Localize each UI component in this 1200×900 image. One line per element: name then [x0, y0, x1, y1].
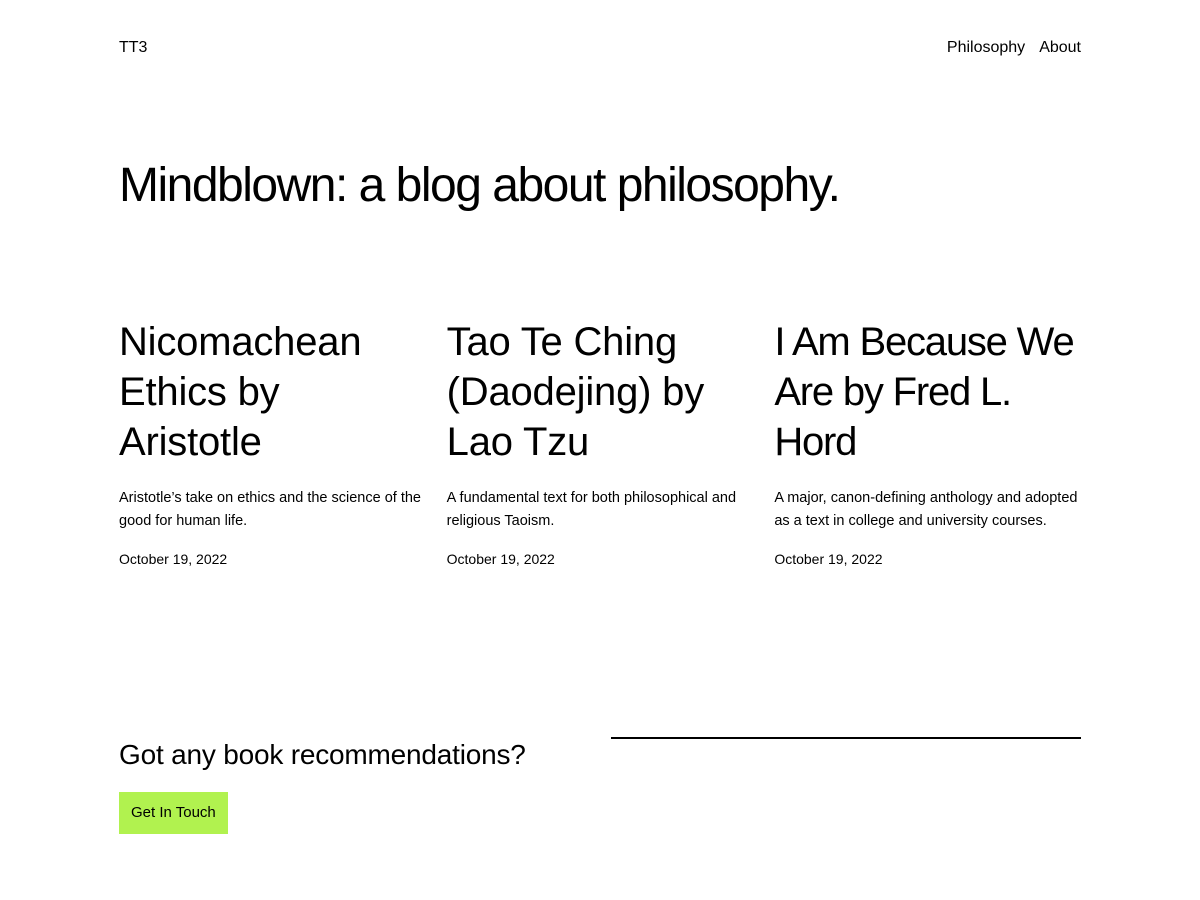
get-in-touch-button[interactable]: Get In Touch	[119, 792, 228, 834]
post-title-link[interactable]: Tao Te Ching (Daodejing) by Lao Tzu	[446, 319, 704, 464]
post-excerpt: A major, canon-defining anthology and adopted as a text in college and university courses.	[774, 489, 1078, 530]
nav-link-philosophy[interactable]: Philosophy	[946, 39, 1026, 56]
post-title-link[interactable]: Nicomachean Ethics by Aristotle	[119, 319, 362, 464]
post-date: October 19, 2022	[446, 551, 555, 568]
post-title-link[interactable]: I Am Because We Are by Fred L. Hord	[774, 319, 1074, 464]
post-card	[447, 317, 754, 571]
post-date: October 19, 2022	[119, 551, 228, 568]
page	[119, 0, 1081, 834]
post-title	[774, 317, 1081, 467]
main-content	[119, 157, 1081, 570]
post-excerpt: A fundamental text for both philosophical and religious Taoism.	[446, 489, 737, 530]
post-title	[119, 317, 426, 467]
site-title-link[interactable]: TT3	[119, 39, 148, 56]
post-card	[774, 317, 1081, 571]
post-title	[447, 317, 754, 467]
page-title: Mindblown: a blog about philosophy.	[119, 159, 840, 213]
footer-separator	[611, 737, 1081, 739]
site-footer	[119, 737, 1081, 834]
post-date: October 19, 2022	[774, 551, 883, 568]
footer-heading: Got any book recommendations?	[119, 739, 526, 771]
primary-nav	[947, 38, 1081, 57]
post-card	[119, 317, 426, 571]
site-header	[119, 0, 1081, 57]
nav-link-about[interactable]: About	[1039, 39, 1081, 56]
post-excerpt: Aristotle’s take on ethics and the science of the good for human life.	[119, 489, 421, 530]
post-grid	[119, 317, 1081, 571]
